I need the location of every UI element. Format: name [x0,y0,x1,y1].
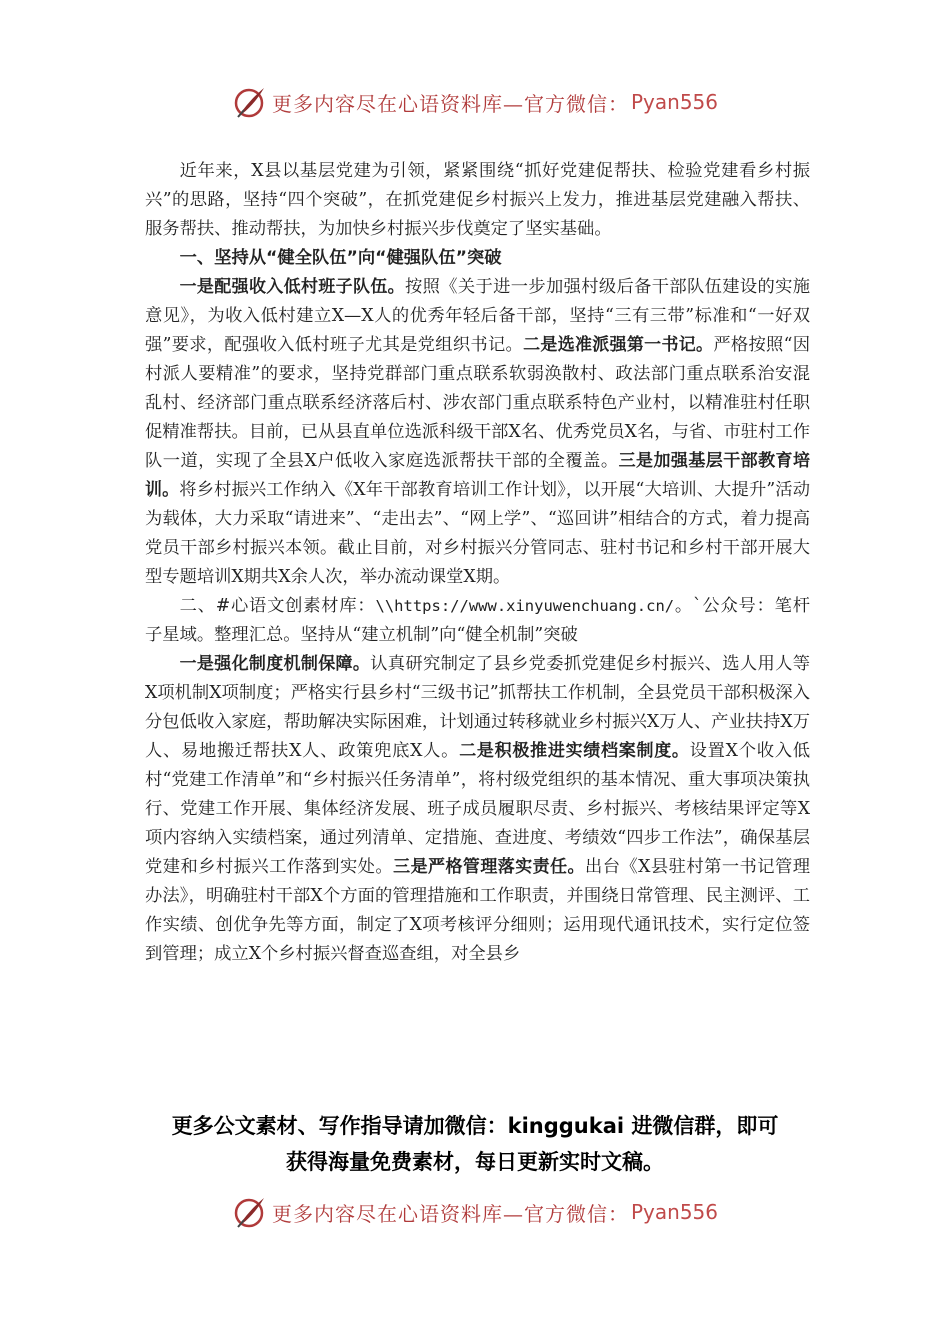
s2-point-2-text: 设置X个收入低村“党建工作清单”和“乡村振兴任务清单”，将村级党组织的基本情况、重大事项决策执行、党建工作开展、集体经济发展、班子成员履职尽责、乡村振兴、考核结果评定等X项内容纳入实绩档案，通过列清单、定措施、查进度、考绩效“四步工作法”，确保基层党建和乡村振兴工作落到实处。 [145,741,811,877]
s1-point-3-title: 三是加强基层干部教育培训。 [145,451,811,500]
intro-paragraph: 近年来，X县以基层党建为引领，紧紧围绕“抓好党建促帮扶、检验党建看乡村振兴”的思路，坚持“四个突破”，在抓党建促乡村振兴上发力，推进基层党建融入帮扶、服务帮扶、推动帮扶，为加快乡村振兴步伐奠定了坚实基础。 [145,161,810,239]
s2-point-3-title: 三是严格管理落实责任。 [393,857,586,877]
section-2-prefix: 二、#心语文创素材库： [179,596,376,616]
section-2-suffix: 。`公众号：笔杆子星域。整理汇总。坚持从“建立机制”向“健全机制”突破 [145,596,810,645]
section-1-paragraph [145,273,810,592]
footer-banner-text: 更多内容尽在心语资料库—官方微信： [271,1201,629,1226]
s1-point-2-title: 二是选准派强第一书记。 [523,335,714,355]
section-1-heading: 一、坚持从“健全队伍”向“健强队伍”突破 [179,248,502,268]
s2-point-1-title: 一是强化制度机制保障。 [179,654,371,674]
header-banner-text: 更多内容尽在心语资料库—官方微信： [271,91,629,116]
section-2-heading [145,592,810,650]
s1-point-2-text: 严格按照“因村派人要精准”的要求，坚持党群部门重点联系软弱涣散村、政法部门重点联系治安混乱村、经济部门重点联系经济落后村、涉农部门重点联系特色产业村，以精准驻村任职促精准帮扶。目前，已从县直单位选派科级干部X名、优秀党员X名，与省、市驻村工作队一道，实现了全县X户低收入家庭选派帮扶干部的全覆盖。 [145,335,811,471]
s2-point-1-text: 认真研究制定了县乡党委抓党建促乡村振兴、选人用人等X项机制X项制度；严格实行县乡村“三级书记”抓帮扶工作机制，全县党员干部积极深入分包低收入家庭，帮助解决实际困难，计划通过转移就业乡村振兴X万人、产业扶持X万人、易地搬迁帮扶X人、政策兜底X人。 [145,654,810,761]
section-2-paragraph [145,650,810,969]
header-banner-wechat-id: Pyan556 [630,90,718,114]
header-banner [0,80,950,124]
s1-point-1-title: 一是配强收入低村班子队伍。 [179,277,406,297]
section-2-url: \\https://www.xinyuwenchuang.cn/ [375,597,675,615]
s1-point-3-text: 将乡村振兴工作纳入《X年干部教育培训工作计划》，以开展“大培训、大提升”活动为载体，大力采取“请进来”、“走出去”、“网上学”、“巡回讲”相结合的方式，着力提高党员干部乡村振兴本领。截止目前，对乡村振兴分管同志、驻村书记和乡村干部开展大型专题培训X期共X余人次，举办流动课堂X期。 [145,480,810,587]
s2-point-3-text: 出台《X县驻村第一书记管理办法》，明确驻村干部X个方面的管理措施和工作职责，并围绕日常管理、民主测评、工作实绩、创优争先等方面，制定了X项考核评分细则；运用现代通讯技术，实行定位签到管理；成立X个乡村振兴督查巡查组，对全县乡 [145,857,810,964]
footer-banner [0,1190,950,1234]
promo-line-2: 获得海量免费素材，每日更新实时文稿。 [286,1150,664,1174]
promo-block [0,1108,950,1180]
s1-point-1-text: 按照《关于进一步加强村级后备干部队伍建设的实施意见》，为收入低村建立X—X人的优秀年轻后备干部，坚持“三有三带”标准和“一好双强”要求，配强收入低村班子尤其是党组织书记。 [145,277,810,355]
quill-pen-logo-icon [232,84,268,120]
s2-point-2-title: 二是积极推进实绩档案制度。 [459,741,690,761]
document-body [145,157,810,969]
footer-banner-wechat-id: Pyan556 [630,1200,718,1224]
quill-pen-logo-icon [232,1194,268,1230]
promo-line-1: 更多公文素材、写作指导请加微信：kinggukai 进微信群，即可 [171,1114,779,1138]
